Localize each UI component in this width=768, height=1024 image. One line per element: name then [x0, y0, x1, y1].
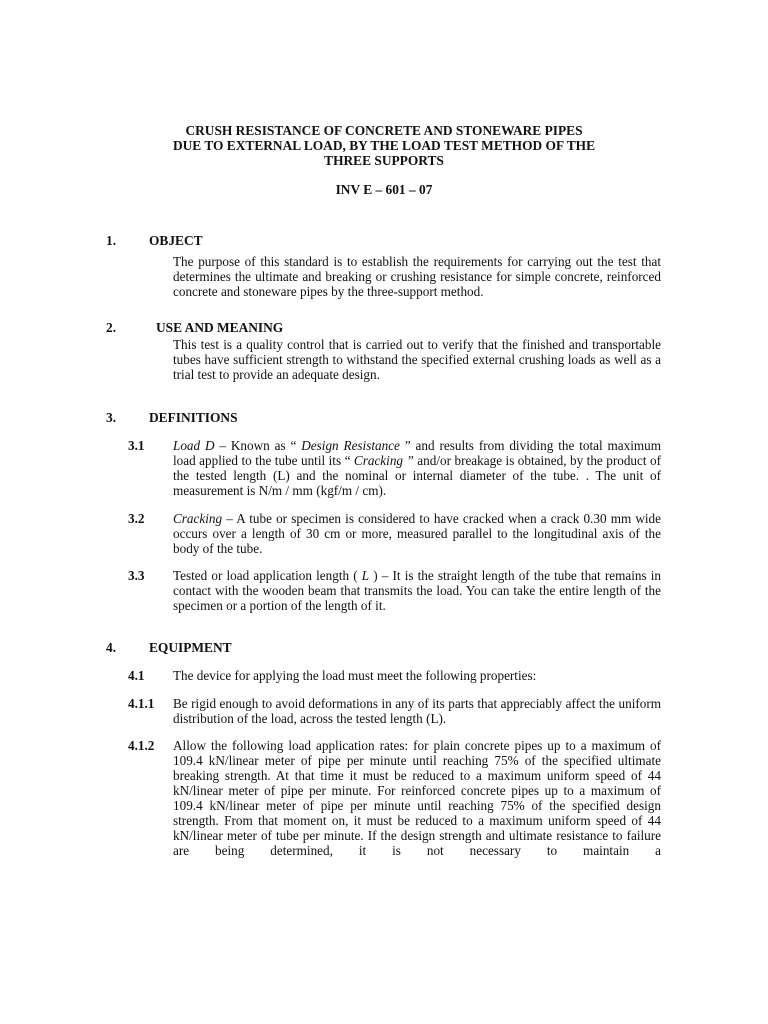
- text-fragment: and/or breakage is obtained, by the product of the tested length (L) and the nominal or internal diameter of the tube. . The unit of measurement is N/m / mm (kgf/m / cm).: [173, 453, 661, 498]
- term-length: L: [361, 568, 370, 583]
- item-text: Be rigid enough to avoid deformations in any of its parts that appreciably affect the uniform distribution of the load, across the tested length (L).: [173, 696, 661, 726]
- subsection-number: 4.1.2: [128, 738, 155, 753]
- term-load-d: Load D: [173, 438, 215, 453]
- subsection-number: 4.1: [128, 668, 145, 683]
- section-title: EQUIPMENT: [149, 640, 232, 655]
- section-title: DEFINITIONS: [149, 410, 238, 425]
- subsection-number: 3.3: [128, 568, 145, 583]
- section-number: 2.: [106, 320, 117, 335]
- title-line-3: THREE SUPPORTS: [324, 152, 444, 168]
- item-text: The device for applying the load must meet the following properties:: [173, 668, 537, 683]
- title-line-2: DUE TO EXTERNAL LOAD, BY THE LOAD TEST METHOD OF THE: [172, 137, 596, 153]
- section-2-text: This test is a quality control that is carried out to verify that the finished and transportable tubes have sufficient strength to withstand the specified external crushing loads as well as a trial test to provide an adequate design.: [173, 337, 661, 382]
- section-1-text: The purpose of this standard is to establish the requirements for carrying out the test that determines the ultimate and breaking or crushing resistance for simple concrete, reinforced concrete and stoneware pipes by the three-support method.: [173, 254, 661, 299]
- document-code: INV E – 601 – 07: [335, 182, 433, 197]
- term-cracking: Cracking: [173, 511, 223, 526]
- subsection-text: [173, 696, 661, 726]
- subsection-text: [173, 568, 661, 613]
- document-title: [0, 124, 768, 168]
- subsection-text: [173, 438, 661, 498]
- text-fragment: ” and results from dividing the total maximum load applied to the tube until its “: [173, 438, 662, 468]
- section-number: 1.: [106, 233, 117, 248]
- item-text: Allow the following load application rates: for plain concrete pipes up to a maximum of 109.4 kN/linear meter of pipe per minute until reaching 75% of the specified ultimate breaking strength. At that time it must be reduced to a maximum uniform speed of 44 kN/linear meter of pipe per minute. For reinforced concrete pipes up to a maximum of 109.4 kN/linear meter of pipe per minute until reaching 75% of the specified design strength. From that moment on, it must be reduced to a maximum uniform speed of 44 kN/linear meter of tube per minute. If the design strength and ultimate resistance to failure are being determined, it is not necessary to maintain a: [173, 738, 661, 858]
- subsection-number: 3.2: [128, 511, 145, 526]
- subsection-text: [173, 668, 661, 683]
- section-number: 3.: [106, 410, 117, 425]
- section-title: OBJECT: [149, 233, 203, 248]
- term-design-resistance: Design Resistance: [301, 438, 400, 453]
- section-title: USE AND MEANING: [156, 320, 284, 335]
- title-line-1: CRUSH RESISTANCE OF CONCRETE AND STONEWARE PIPES: [185, 123, 583, 138]
- subsection-number: 4.1.1: [128, 696, 155, 711]
- text-fragment: – A tube or specimen is considered to have cracked when a crack 0.30 mm wide occurs over a length of 30 cm or more, measured parallel to the longitudinal axis of the body of the tube.: [173, 511, 661, 556]
- text-fragment: – Known as “: [214, 438, 302, 453]
- subsection-number: 3.1: [128, 438, 145, 453]
- subsection-text: [173, 511, 661, 556]
- section-number: 4.: [106, 640, 117, 655]
- term-cracking: Cracking ”: [353, 453, 414, 468]
- text-fragment: Tested or load application length (: [173, 568, 362, 583]
- subsection-text: [173, 738, 661, 858]
- text-fragment: ) – It is the straight length of the tube that remains in contact with the wooden beam that transmits the load. You can take the entire length of the specimen or a portion of the length of it.: [173, 568, 661, 613]
